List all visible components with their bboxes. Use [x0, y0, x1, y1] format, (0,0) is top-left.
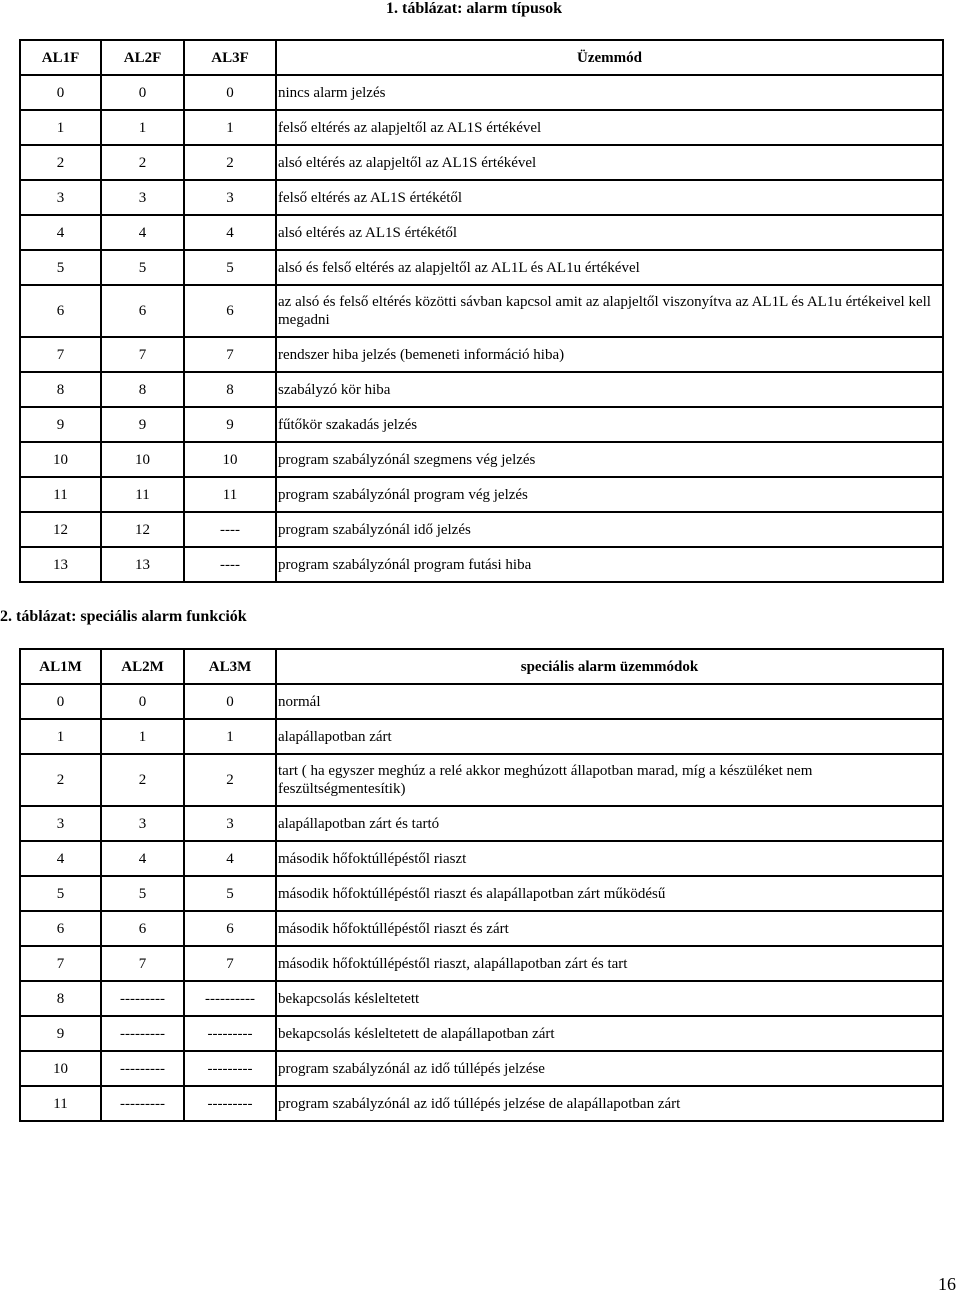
table-cell-code: 2: [101, 145, 184, 180]
table-cell-code: 8: [20, 981, 101, 1016]
table-cell-code: 13: [20, 547, 101, 582]
table-cell-description: normál: [276, 684, 943, 719]
table-cell-description: program szabályzónál szegmens vég jelzés: [276, 442, 943, 477]
table-cell-code: 5: [184, 250, 276, 285]
table-cell-code: ---------: [184, 1016, 276, 1051]
table-cell-description: alsó eltérés az AL1S értékétől: [276, 215, 943, 250]
table-cell-code: 3: [20, 806, 101, 841]
table-cell-description: tart ( ha egyszer meghúz a relé akkor meghúzott állapotban marad, míg a készüléket nem feszültségmentesítik): [276, 754, 943, 806]
table-cell-code: 6: [20, 285, 101, 337]
table-row: [20, 477, 943, 512]
table-row: [20, 372, 943, 407]
table-cell-description: második hőfoktúllépéstől riaszt és alapállapotban zárt működésű: [276, 876, 943, 911]
table-cell-description: program szabályzónál az idő túllépés jelzése: [276, 1051, 943, 1086]
table-cell-code: ----------: [184, 981, 276, 1016]
table1-body: [20, 75, 943, 582]
table-row: [20, 806, 943, 841]
table-cell-code: 3: [101, 806, 184, 841]
table-cell-code: ----: [184, 547, 276, 582]
table-cell-code: 9: [101, 407, 184, 442]
table-cell-description: alsó és felső eltérés az alapjeltől az AL1L és AL1u értékével: [276, 250, 943, 285]
header-special-modes: speciális alarm üzemmódok: [276, 649, 943, 684]
page-number: 16: [938, 1274, 956, 1294]
table-cell-description: program szabályzónál program futási hiba: [276, 547, 943, 582]
table-cell-description: nincs alarm jelzés: [276, 75, 943, 110]
table-cell-code: 4: [20, 841, 101, 876]
table-cell-code: 9: [20, 407, 101, 442]
table-row: [20, 547, 943, 582]
table-cell-code: 10: [101, 442, 184, 477]
table-cell-code: 1: [20, 719, 101, 754]
table-cell-code: ----: [184, 512, 276, 547]
header-al3m: AL3M: [184, 649, 276, 684]
header-al2m: AL2M: [101, 649, 184, 684]
table-row: [20, 1051, 943, 1086]
table-row: [20, 946, 943, 981]
table-cell-code: 9: [184, 407, 276, 442]
table-row: [20, 180, 943, 215]
table-cell-code: 5: [20, 250, 101, 285]
table-cell-code: 2: [20, 754, 101, 806]
table-cell-code: 12: [101, 512, 184, 547]
table-cell-code: 7: [20, 337, 101, 372]
table-cell-description: bekapcsolás késleltetett: [276, 981, 943, 1016]
table-cell-code: 6: [184, 285, 276, 337]
table-cell-description: az alsó és felső eltérés közötti sávban kapcsol amit az alapjeltől viszonyítva az AL1L és AL1u értékeivel kell megadni: [276, 285, 943, 337]
table-cell-code: 2: [101, 754, 184, 806]
table-cell-code: 6: [101, 285, 184, 337]
table-row: [20, 442, 943, 477]
table-cell-code: 1: [184, 719, 276, 754]
table-cell-code: 0: [101, 75, 184, 110]
table-cell-description: alapállapotban zárt: [276, 719, 943, 754]
table-cell-code: 6: [20, 911, 101, 946]
table-cell-code: ---------: [184, 1086, 276, 1121]
table-cell-code: 2: [184, 754, 276, 806]
table-cell-description: alsó eltérés az alapjeltől az AL1S értékével: [276, 145, 943, 180]
table-cell-code: 11: [101, 477, 184, 512]
table-cell-code: 7: [101, 946, 184, 981]
table-cell-code: 4: [184, 841, 276, 876]
table-cell-code: 1: [101, 719, 184, 754]
table-cell-description: bekapcsolás késleltetett de alapállapotban zárt: [276, 1016, 943, 1051]
table-row: [20, 719, 943, 754]
table-cell-code: 4: [184, 215, 276, 250]
table-cell-code: 3: [184, 806, 276, 841]
table-cell-code: 4: [101, 215, 184, 250]
header-al2f: AL2F: [101, 40, 184, 75]
table-cell-code: 7: [184, 946, 276, 981]
table-cell-code: 5: [101, 876, 184, 911]
table2-header-row: [20, 649, 943, 684]
table-cell-code: 13: [101, 547, 184, 582]
table-cell-code: 7: [101, 337, 184, 372]
table-cell-code: 6: [184, 911, 276, 946]
table-cell-code: 3: [184, 180, 276, 215]
table-cell-code: 0: [184, 75, 276, 110]
table-row: [20, 1086, 943, 1121]
table-cell-code: 6: [101, 911, 184, 946]
table-row: [20, 250, 943, 285]
table-cell-description: program szabályzónál az idő túllépés jelzése de alapállapotban zárt: [276, 1086, 943, 1121]
table-cell-code: 7: [184, 337, 276, 372]
alarm-types-table: [19, 39, 944, 583]
table-cell-code: 4: [101, 841, 184, 876]
table2-caption: 2. táblázat: speciális alarm funkciók: [0, 608, 247, 625]
table-cell-code: 5: [20, 876, 101, 911]
table-row: [20, 215, 943, 250]
table-cell-code: 0: [101, 684, 184, 719]
table-row: [20, 911, 943, 946]
header-al1m: AL1M: [20, 649, 101, 684]
table-cell-code: 11: [20, 1086, 101, 1121]
table1-caption: 1. táblázat: alarm típusok: [386, 0, 562, 17]
table-cell-code: 10: [184, 442, 276, 477]
table-row: [20, 876, 943, 911]
table-cell-code: ---------: [184, 1051, 276, 1086]
table-row: [20, 512, 943, 547]
table-cell-description: második hőfoktúllépéstől riaszt és zárt: [276, 911, 943, 946]
table-cell-description: felső eltérés az alapjeltől az AL1S értékével: [276, 110, 943, 145]
table-row: [20, 841, 943, 876]
table-cell-description: program szabályzónál idő jelzés: [276, 512, 943, 547]
table-cell-code: 2: [184, 145, 276, 180]
table-row: [20, 285, 943, 337]
table-cell-code: 1: [101, 110, 184, 145]
table-cell-code: 8: [184, 372, 276, 407]
header-al3f: AL3F: [184, 40, 276, 75]
table-cell-code: 10: [20, 442, 101, 477]
table-cell-code: 1: [184, 110, 276, 145]
table-cell-code: 4: [20, 215, 101, 250]
table-cell-description: második hőfoktúllépéstől riaszt: [276, 841, 943, 876]
table-cell-code: 2: [20, 145, 101, 180]
table-cell-code: 1: [20, 110, 101, 145]
table-cell-code: 11: [184, 477, 276, 512]
table-row: [20, 145, 943, 180]
table-cell-description: alapállapotban zárt és tartó: [276, 806, 943, 841]
table-cell-code: 0: [184, 684, 276, 719]
table-cell-code: ---------: [101, 1086, 184, 1121]
table-cell-code: 0: [20, 684, 101, 719]
table-cell-code: 8: [20, 372, 101, 407]
table-cell-code: ---------: [101, 1051, 184, 1086]
table-cell-code: ---------: [101, 981, 184, 1016]
table-row: [20, 337, 943, 372]
table-cell-description: rendszer hiba jelzés (bemeneti információ hiba): [276, 337, 943, 372]
table-cell-code: 8: [101, 372, 184, 407]
table-cell-code: ---------: [101, 1016, 184, 1051]
table-row: [20, 684, 943, 719]
table-cell-description: fűtőkör szakadás jelzés: [276, 407, 943, 442]
table-cell-description: program szabályzónál program vég jelzés: [276, 477, 943, 512]
table-cell-code: 3: [101, 180, 184, 215]
table-cell-code: 0: [20, 75, 101, 110]
table-row: [20, 75, 943, 110]
table-cell-code: 10: [20, 1051, 101, 1086]
table-cell-code: 5: [184, 876, 276, 911]
table-cell-code: 5: [101, 250, 184, 285]
table-row: [20, 754, 943, 806]
table-cell-code: 9: [20, 1016, 101, 1051]
table-row: [20, 981, 943, 1016]
table-cell-description: felső eltérés az AL1S értékétől: [276, 180, 943, 215]
table-row: [20, 407, 943, 442]
table-row: [20, 1016, 943, 1051]
table-row: [20, 110, 943, 145]
table-cell-description: szabályzó kör hiba: [276, 372, 943, 407]
table-cell-code: 3: [20, 180, 101, 215]
table-cell-code: 7: [20, 946, 101, 981]
header-uzemmod: Üzemmód: [276, 40, 943, 75]
table-cell-code: 12: [20, 512, 101, 547]
table1-header-row: [20, 40, 943, 75]
special-alarm-functions-table: [19, 648, 944, 1122]
table-cell-code: 11: [20, 477, 101, 512]
table-cell-description: második hőfoktúllépéstől riaszt, alapállapotban zárt és tart: [276, 946, 943, 981]
table2-body: [20, 684, 943, 1121]
header-al1f: AL1F: [20, 40, 101, 75]
